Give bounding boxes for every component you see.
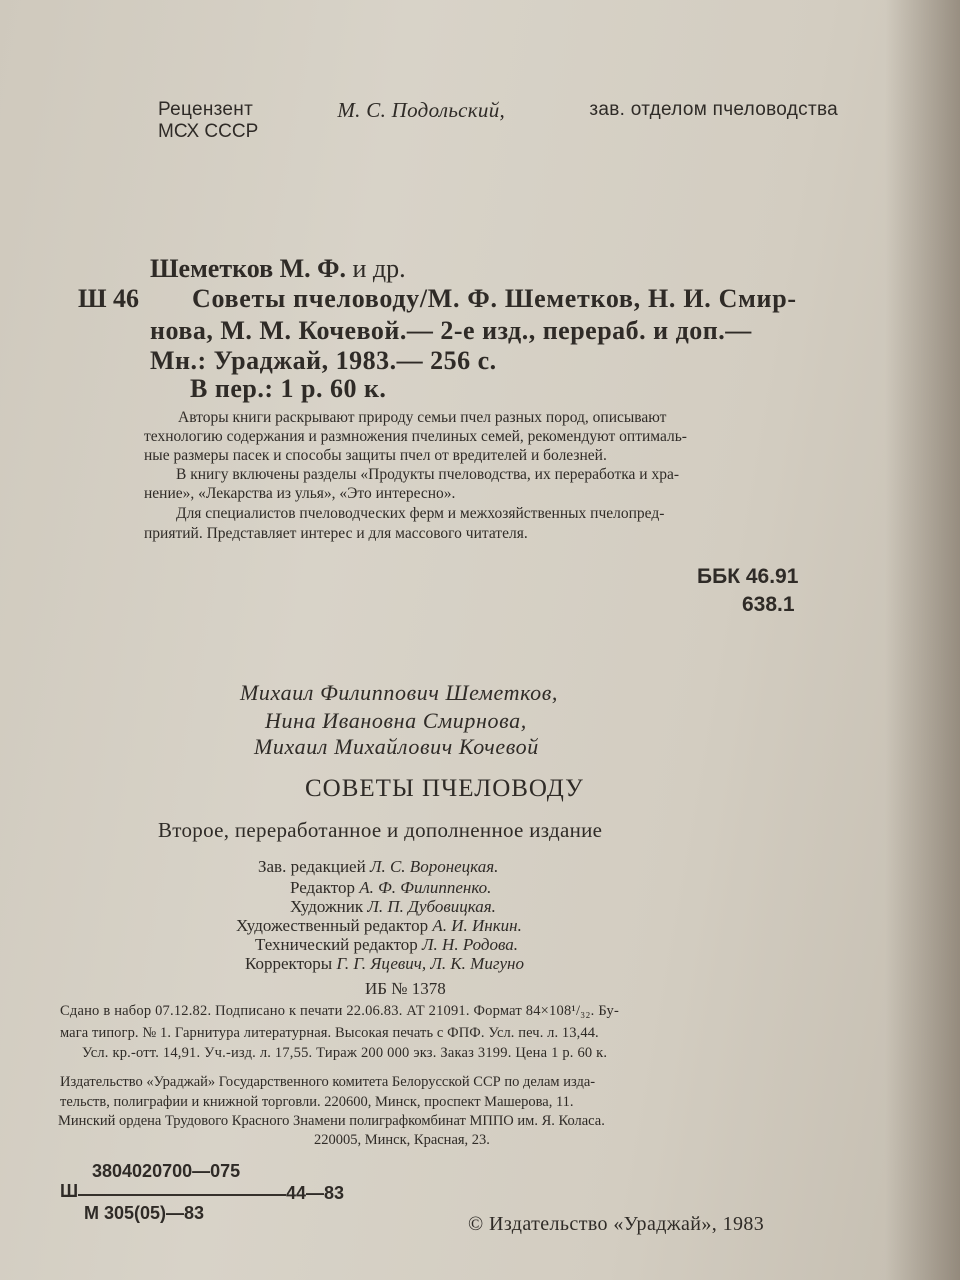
staff-role: Художественный редактор [236, 916, 429, 935]
staff-name: Г. Г. Яцевич, Л. К. Мигуно [336, 954, 524, 973]
annotation-line: приятий. Представляет интерес и для массового читателя. [144, 525, 528, 542]
reviewer-line-1 [158, 100, 838, 121]
index-fraction-rule [78, 1194, 286, 1196]
annotation-line: ные размеры пасек и способы защиты пчел от вредителей и болезней. [144, 447, 607, 464]
author-name: Михаил Михайлович Кочевой [254, 734, 539, 759]
staff-role: Технический редактор [255, 935, 418, 954]
book-title: СОВЕТЫ ПЧЕЛОВОДУ [305, 775, 584, 802]
print-info-line: Усл. кр.-отт. 14,91. Уч.-изд. л. 17,55. Тираж 200 000 экз. Заказ 3199. Цена 1 р. 60 к. [82, 1045, 608, 1061]
index-numerator: 3804020700—075 [92, 1161, 241, 1181]
catalog-author: Шеметков М. Ф. [150, 254, 347, 283]
staff-name: Л. Н. Родова. [422, 935, 518, 954]
publisher-line: 220005, Минск, Красная, 23. [314, 1132, 490, 1148]
staff-line [255, 936, 518, 953]
staff-line [290, 898, 496, 915]
bbk-label: ББК 46.91 [697, 565, 799, 588]
catalog-code: Ш 46 [78, 284, 140, 313]
staff-name: Л. С. Воронецкая. [369, 857, 499, 876]
publisher-line: Издательство «Ураджай» Государственного комитета Белорусской ССР по делам изда- [60, 1074, 596, 1090]
staff-role: Корректоры [245, 954, 333, 973]
staff-line [290, 879, 491, 896]
staff-line [236, 917, 522, 934]
staff-name: А. И. Инкин. [432, 916, 522, 935]
publisher-line: тельств, полиграфии и книжной торговли. 220600, Минск, проспект Машерова, 11. [60, 1094, 574, 1110]
annotation-line: нение», «Лекарства из улья», «Это интересно». [144, 485, 456, 502]
bbk-code: 638.1 [742, 593, 795, 616]
staff-name: Л. П. Дубовицкая. [367, 897, 496, 916]
author-name: Нина Ивановна Смирнова, [265, 708, 527, 733]
catalog-line-4: В пер.: 1 р. 60 к. [190, 374, 387, 403]
ib-number: ИБ № 1378 [365, 979, 446, 998]
edition-line: Второе, переработанное и дополненное издание [158, 818, 603, 842]
staff-role: Художник [290, 897, 364, 916]
staff-role: Зав. редакцией [258, 857, 366, 876]
copyright-line: © Издательство «Ураджай», 1983 [468, 1213, 765, 1235]
catalog-line-2: нова, М. М. Кочевой.— 2-е изд., перераб. и доп.— [150, 316, 752, 345]
index-letter: Ш [60, 1181, 79, 1201]
catalog-line-3: Мн.: Ураджай, 1983.— 256 с. [150, 346, 497, 375]
publisher-line: Минский ордена Трудового Красного Знамени полиграфкомбинат МППО им. Я. Коласа. [58, 1113, 605, 1129]
staff-line [258, 858, 498, 875]
annotation-line: В книгу включены разделы «Продукты пчеловодства, их переработка и хра- [176, 466, 680, 483]
page-edge-shadow [885, 0, 960, 1280]
annotation-line: Для специалистов пчеловодческих ферм и межхозяйственных пчелопред- [176, 505, 665, 522]
print-info-line: Сдано в набор 07.12.82. Подписано к печати 22.06.83. АТ 21091. Формат 84×108¹/₃₂. Бу- [60, 1003, 619, 1019]
annotation-line: Авторы книги раскрывают природу семьи пчел разных пород, описывают [178, 409, 667, 426]
catalog-line-1: Советы пчеловоду/М. Ф. Шеметков, Н. И. Смир- [192, 284, 797, 313]
index-denominator: М 305(05)—83 [84, 1203, 205, 1223]
print-info-line: мага типогр. № 1. Гарнитура литературная. Высокая печать с ФПФ. Усл. печ. л. 13,44. [60, 1025, 599, 1041]
catalog-author-heading [150, 256, 406, 282]
staff-name: А. Ф. Филиппенко. [359, 878, 492, 897]
staff-role: Редактор [290, 878, 355, 897]
index-right: 44—83 [286, 1183, 345, 1203]
annotation-line: технологию содержания и размножения пчелиных семей, рекомендуют оптималь- [144, 428, 687, 445]
author-name: Михаил Филиппович Шеметков, [240, 680, 558, 705]
staff-line [245, 955, 524, 972]
reviewer-name: М. С. Подольский, [337, 98, 506, 122]
reviewer-position: зав. отделом пчеловодства [589, 99, 838, 120]
reviewer-line-2: МСХ СССР [158, 121, 259, 142]
catalog-author-suffix: и др. [352, 254, 406, 283]
reviewer-label: Рецензент [158, 99, 254, 120]
